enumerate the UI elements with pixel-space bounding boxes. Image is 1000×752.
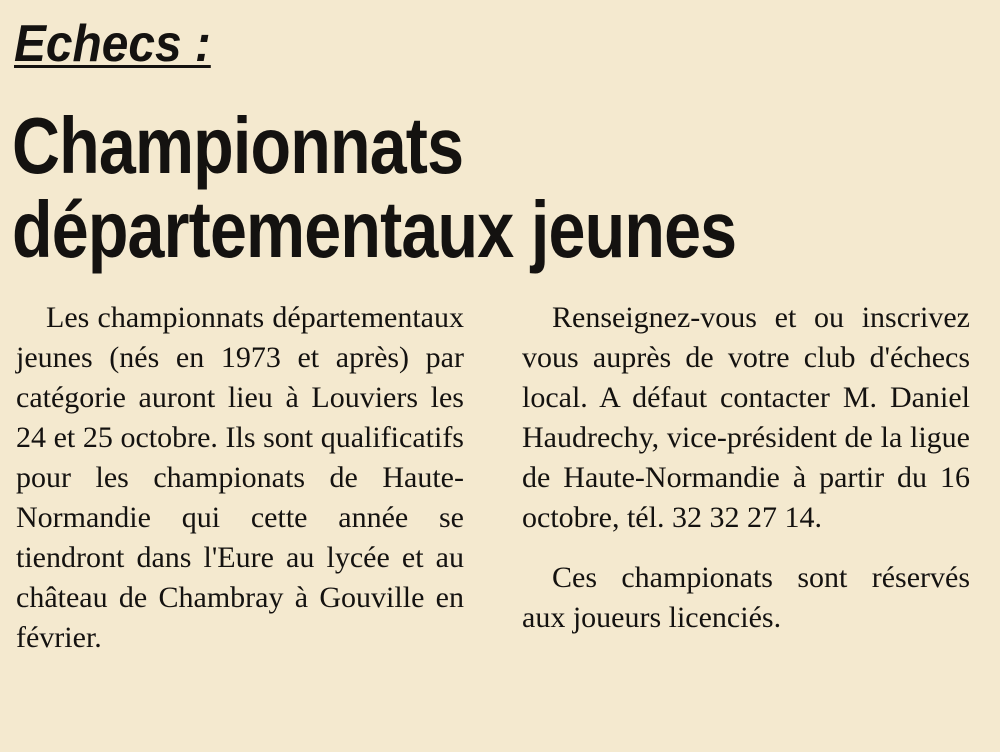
left-column [16, 298, 464, 658]
article-headline [12, 101, 737, 274]
right-paragraph-1: Renseignez-vous et ou inscrivez vous auprès de votre club d'échecs local. A défaut contacter M. Daniel Haudrechy, vice-président de la ligue de Haute-Normandie à partir du 16 octobre, tél. 32 32 27 14. [522, 301, 970, 534]
right-paragraph-2: Ces championats sont réservés aux joueurs licenciés. [522, 561, 970, 634]
section-kicker: Echecs : [14, 15, 211, 73]
right-column [522, 298, 970, 638]
headline-line-1: Championnats [12, 101, 464, 190]
left-paragraph-1: Les championnats départementaux jeunes (nés en 1973 et après) par catégorie auront lieu à Louviers les 24 et 25 octobre. Ils sont qualificatifs pour les championats de Haute-Normandie qui cette année se tiendront dans l'Eure au lycée et au château de Chambray à Gouville en février. [16, 301, 464, 654]
headline-line-2: départementaux jeunes [12, 185, 737, 274]
